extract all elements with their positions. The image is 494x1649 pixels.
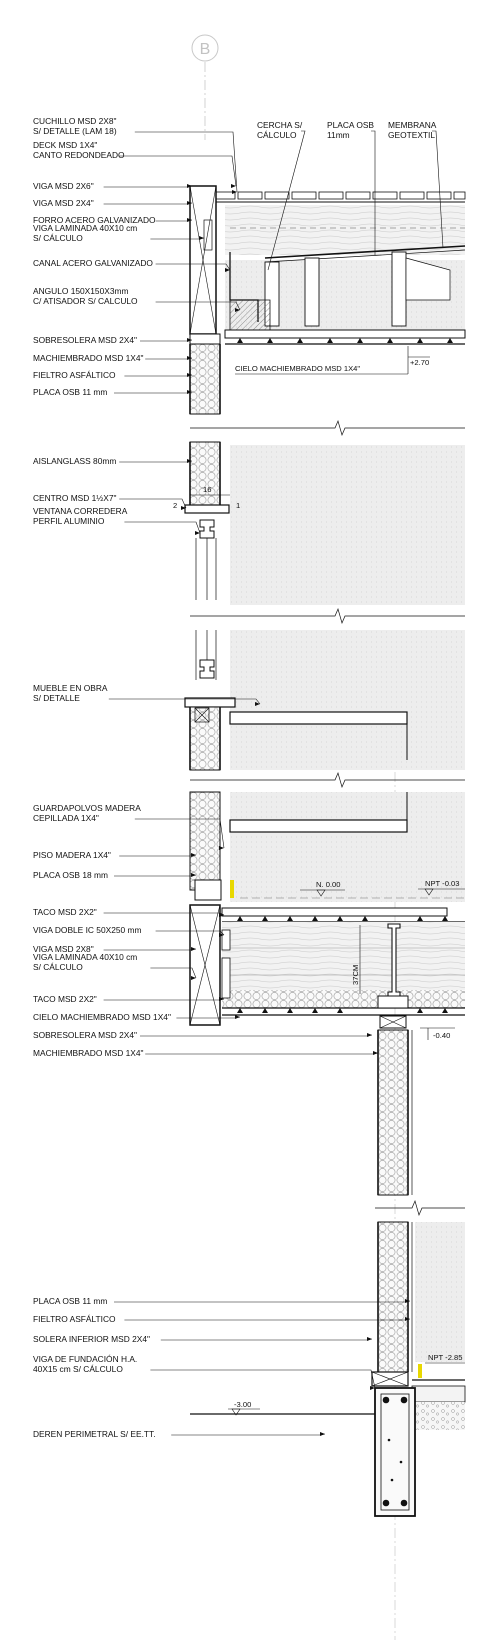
callout-top-text-placa-osb-roof-1: 11mm [327,130,350,140]
callout-text-machi-top-0: MACHIEMBRADO MSD 1X4" [33,353,144,363]
callout-machi-top [33,353,192,363]
leader-line-sobresolera-top [140,340,192,341]
callout-top-text-placa-osb-roof-0: PLACA OSB [327,120,375,130]
callout-text-fieltro-top-0: FIELTRO ASFÁLTICO [33,370,116,380]
callout-text-viga-doble-0: VIGA DOBLE IC 50X250 mm [33,925,142,935]
leader-line-piso [119,855,196,856]
callout-text-canal-0: CANAL ACERO GALVANIZADO [33,258,153,268]
callout-top-text-cercha-1: CÁLCULO [257,130,297,140]
callout-ventana [33,506,200,535]
callout-text-mueble-1: S/ DETALLE [33,693,80,703]
callout-aislanglass [33,456,192,466]
leader-line-machi-mid [145,1053,378,1054]
callout-top-text-membrana-1: GEOTEXTIL [388,130,436,140]
callout-text-guardapolvos-1: CEPILLADA 1X4" [33,813,99,823]
cielo-roof-label: CIELO MACHIEMBRADO MSD 1X4" [235,364,361,373]
callout-text-aislanglass-0: AISLANGLASS 80mm [33,456,117,466]
grid-bubble-b-label: B [199,41,211,58]
callout-viga-lam-mid [33,952,196,980]
break-line-3 [190,773,465,787]
dim-window-w: 16 [203,485,212,494]
callout-top-text-membrana-0: MEMBRANA [388,120,437,130]
callout-viga-fund [33,1354,375,1390]
callout-text-viga-lam-top-1: S/ CÁLCULO [33,233,83,243]
callout-sobresolera-top [33,335,192,345]
leader-line-viga-2x4 [104,203,192,204]
callout-text-sobresolera-mid-0: SOBRESOLERA MSD 2X4" [33,1030,137,1040]
callout-text-cuchillo-1: S/ DETALLE (LAM 18) [33,126,117,136]
level-npt-003: NPT -0.03 [425,879,460,888]
callout-text-viga-2x6-0: VIGA MSD 2X6" [33,181,94,191]
window-section [173,442,465,605]
callout-placa-osb-bot [33,1296,410,1306]
leader-line-cuchillo [135,132,237,192]
leader-line-viga-2x6 [104,186,192,187]
callout-machi-mid [33,1048,378,1058]
dim-left: 2 [173,501,178,510]
leader-line-solera [161,1339,372,1340]
callout-text-placa-osb-18-0: PLACA OSB 18 mm [33,870,108,880]
roof-section [190,186,465,414]
callout-viga-2x6 [33,181,192,191]
leader-line-forro [156,220,192,221]
callout-text-ventana-1: PERFIL ALUMINIO [33,516,105,526]
leader-line-machi-top [145,358,192,359]
level-roof: +2.70 [410,358,430,367]
callout-placa-osb-18 [33,870,196,880]
callout-text-deck-1: CANTO REDONDEADO [33,150,125,160]
callout-text-viga-fund-0: VIGA DE FUNDACIÓN H.A. [33,1354,138,1364]
callout-piso [33,850,196,860]
callout-text-deren-0: DEREN PERIMETRAL S/ EE.TT. [33,1429,156,1439]
callout-top-text-cercha-0: CERCHA S/ [257,120,303,130]
furniture-section [185,630,465,770]
leader-line-fieltro-top [124,375,192,376]
leader-line-deren [171,1434,325,1435]
leader-line-sobresolera-mid [140,1035,372,1036]
callout-text-mueble-0: MUEBLE EN OBRA [33,683,108,693]
leader-arrow-deck [231,184,236,188]
callout-text-viga-lam-mid-1: S/ CÁLCULO [33,962,83,972]
callout-text-viga-fund-1: 40X15 cm S/ CÁLCULO [33,1364,123,1374]
leader-line-viga-lam-mid [150,968,196,978]
leader-arrow-guardapolvos [219,846,224,850]
level-npt-285: NPT -2.85 [428,1353,463,1362]
level-n000: N. 0.00 [316,880,341,889]
callout-placa-osb-top [33,387,192,397]
callout-text-cuchillo-0: CUCHILLO MSD 2X8" [33,116,117,126]
callout-solera [33,1334,372,1344]
break-line-2 [190,609,465,623]
leader-arrow-sobresolera-mid [367,1033,372,1037]
callout-text-piso-0: PISO MADERA 1X4" [33,850,111,860]
lower-wall [372,1030,465,1386]
leader-line-placa-osb-bot [114,1301,410,1302]
callout-text-guardapolvos-0: GUARDAPOLVOS MADERA [33,803,141,813]
callout-text-viga-lam-mid-0: VIGA LAMINADA 40X10 cm [33,952,138,962]
leader-arrow-deren [320,1432,325,1436]
leader-line-viga-fund [150,1370,375,1388]
leader-arrow-solera [367,1337,372,1341]
callout-text-viga-2x4-0: VIGA MSD 2X4" [33,198,94,208]
dim-beam-h: 37CM [351,964,360,985]
callout-text-placa-osb-bot-0: PLACA OSB 11 mm [33,1296,108,1306]
grid-axis-b [192,35,218,140]
callout-text-angulo-1: C/ ATISADOR S/ CALCULO [33,296,138,306]
dim-right: 1 [236,501,241,510]
callout-text-forro-0: FORRO ACERO GALVANIZADO [33,215,156,225]
callout-text-centro-0: CENTRO MSD 1½X7" [33,493,117,503]
callout-text-machi-mid-0: MACHIEMBRADO MSD 1X4" [33,1048,144,1058]
callout-fieltro-bot [33,1314,410,1324]
callout-text-solera-0: SOLERA INFERIOR MSD 2X4" [33,1334,150,1344]
level-minus-040: -0.40 [433,1031,451,1040]
leader-line-deck [119,156,236,186]
leader-line-aislanglass [119,461,192,462]
callout-viga-lam-top [33,223,204,243]
callout-text-angulo-0: ANGULO 150X150X3mm [33,286,129,296]
leader-line-viga-2x8 [104,949,196,950]
callout-text-taco-2-0: TACO MSD 2X2" [33,994,97,1004]
callout-text-fieltro-bot-0: FIELTRO ASFÁLTICO [33,1314,116,1324]
leader-line-placa-osb-18 [114,875,196,876]
callout-sobresolera-mid [33,1030,372,1040]
level-minus-300: -3.00 [234,1400,252,1409]
callout-text-viga-lam-top-0: VIGA LAMINADA 40X10 cm [33,223,138,233]
callout-text-deck-0: DECK MSD 1X4" [33,140,98,150]
break-line-1 [190,421,465,435]
leader-line-ventana [124,522,200,533]
callout-text-viga-2x8-0: VIGA MSD 2X8" [33,944,94,954]
callout-text-taco-1-0: TACO MSD 2X2" [33,907,97,917]
floor-section [190,792,465,1040]
callout-text-cielo-mid-0: CIELO MACHIEMBRADO MSD 1X4" [33,1012,171,1022]
leader-line-placa-osb-top [114,392,192,393]
callout-viga-2x4 [33,198,192,208]
foundation [190,1386,465,1516]
callout-deren [33,1429,325,1439]
callout-text-ventana-0: VENTANA CORREDERA [33,506,128,516]
callout-fieltro-top [33,370,192,380]
callout-text-sobresolera-top-0: SOBRESOLERA MSD 2X4" [33,335,137,345]
leader-line-fieltro-bot [124,1319,410,1320]
callout-text-placa-osb-top-0: PLACA OSB 11 mm [33,387,108,397]
